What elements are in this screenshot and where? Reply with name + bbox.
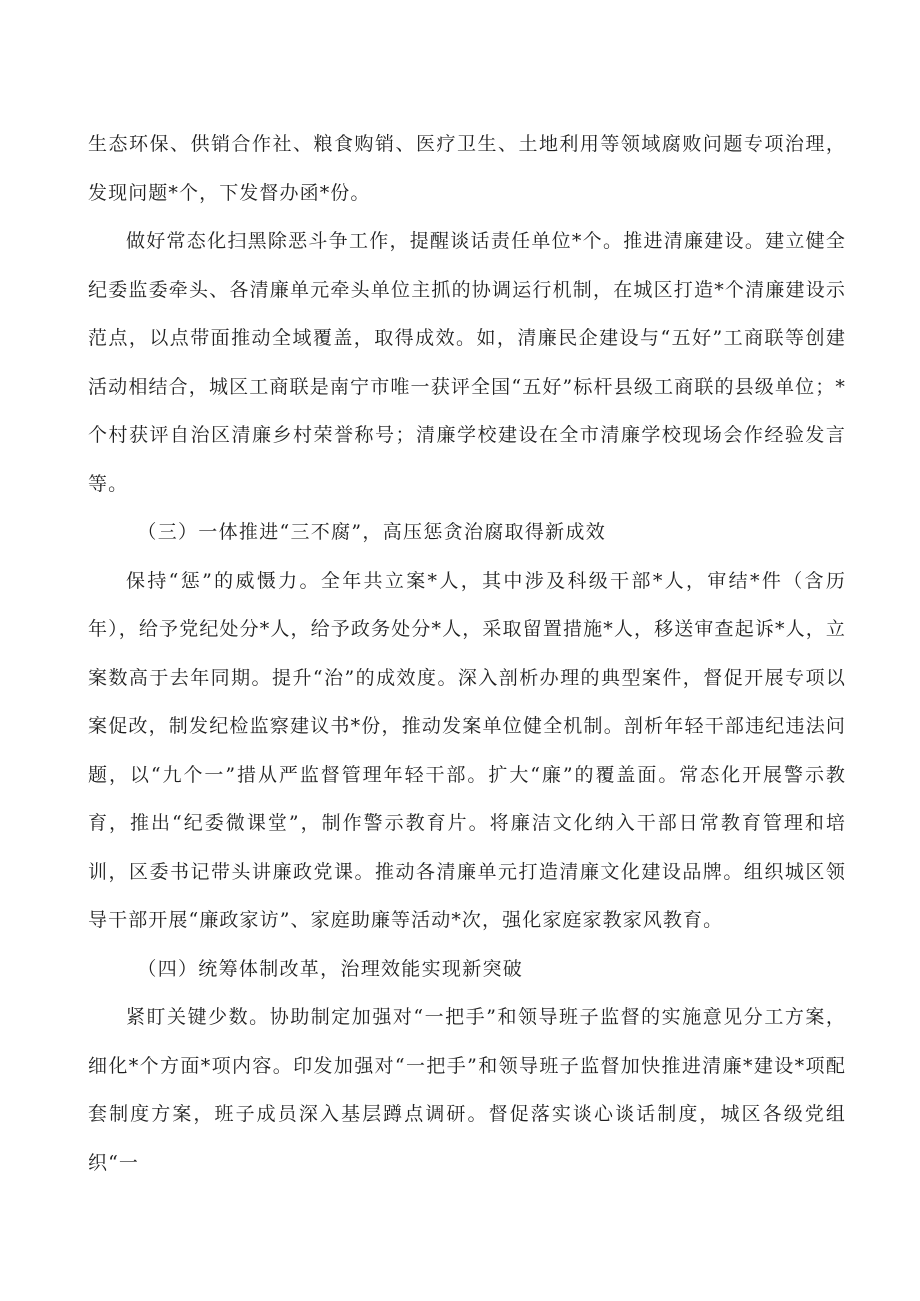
paragraph-deterrence: 保持“惩”的威慑力。全年共立案*人，其中涉及科级干部*人，审结*件（含历年），给予党纪处分*人，给予政务处分*人，采取留置措施*人，移送审查起诉*人，立案数高于去年同期。提升“治”的成效度。深入剖析办理的典型案件，督促开展专项以案促改，制发纪检监察建议书*份，推动发案单位健全机制。剖析年轻干部违纪违法问题，以“九个一”措从严监督管理年轻干部。扩大“廉”的覆盖面。常态化开展警示教育，推出“纪委微课堂”，制作警示教育片。将廉洁文化纳入干部日常教育管理和培训，区委书记带头讲廉政党课。推动各清廉单元打造清廉文化建设品牌。组织城区领导干部开展“廉政家访”、家庭助廉等活动*次，强化家庭家教家风教育。 xyxy=(88,569,846,931)
document-body xyxy=(88,120,846,1187)
section-heading-three: （三）一体推进“三不腐”，高压惩贪治腐取得新成效 xyxy=(137,521,607,543)
paragraph-clean-construction: 做好常态化扫黑除恶斗争工作，提醒谈话责任单位*个。推进清廉建设。建立健全纪委监委牵头、各清廉单元牵头单位主抓的协调运行机制，在城区打造*个清廉建设示范点，以点带面推动全域覆盖，取得成效。如，清廉民企建设与“五好”工商联等创建活动相结合，城区工商联是南宁市唯一获评全国“五好”标杆县级工商联的县级单位；*个村获评自治区清廉乡村荣誉称号；清廉学校建设在全市清廉学校现场会作经验发言等。 xyxy=(88,230,846,495)
paragraph-key-minority: 紧盯关键少数。协助制定加强对“一把手”和领导班子监督的实施意见分工方案，细化*个方面*项内容。印发加强对“一把手”和领导班子监督加快推进清廉*建设*项配套制度方案，班子成员深入基层蹲点调研。督促落实谈心谈话制度，城区各级党组织“一 xyxy=(88,1006,846,1174)
paragraph-continuation: 生态环保、供销合作社、粮食购销、医疗卫生、土地利用等领域腐败问题专项治理，发现问题*个，下发督办函*份。 xyxy=(88,133,846,204)
section-heading-four: （四）统筹体制改革，治理效能实现新突破 xyxy=(137,957,524,980)
